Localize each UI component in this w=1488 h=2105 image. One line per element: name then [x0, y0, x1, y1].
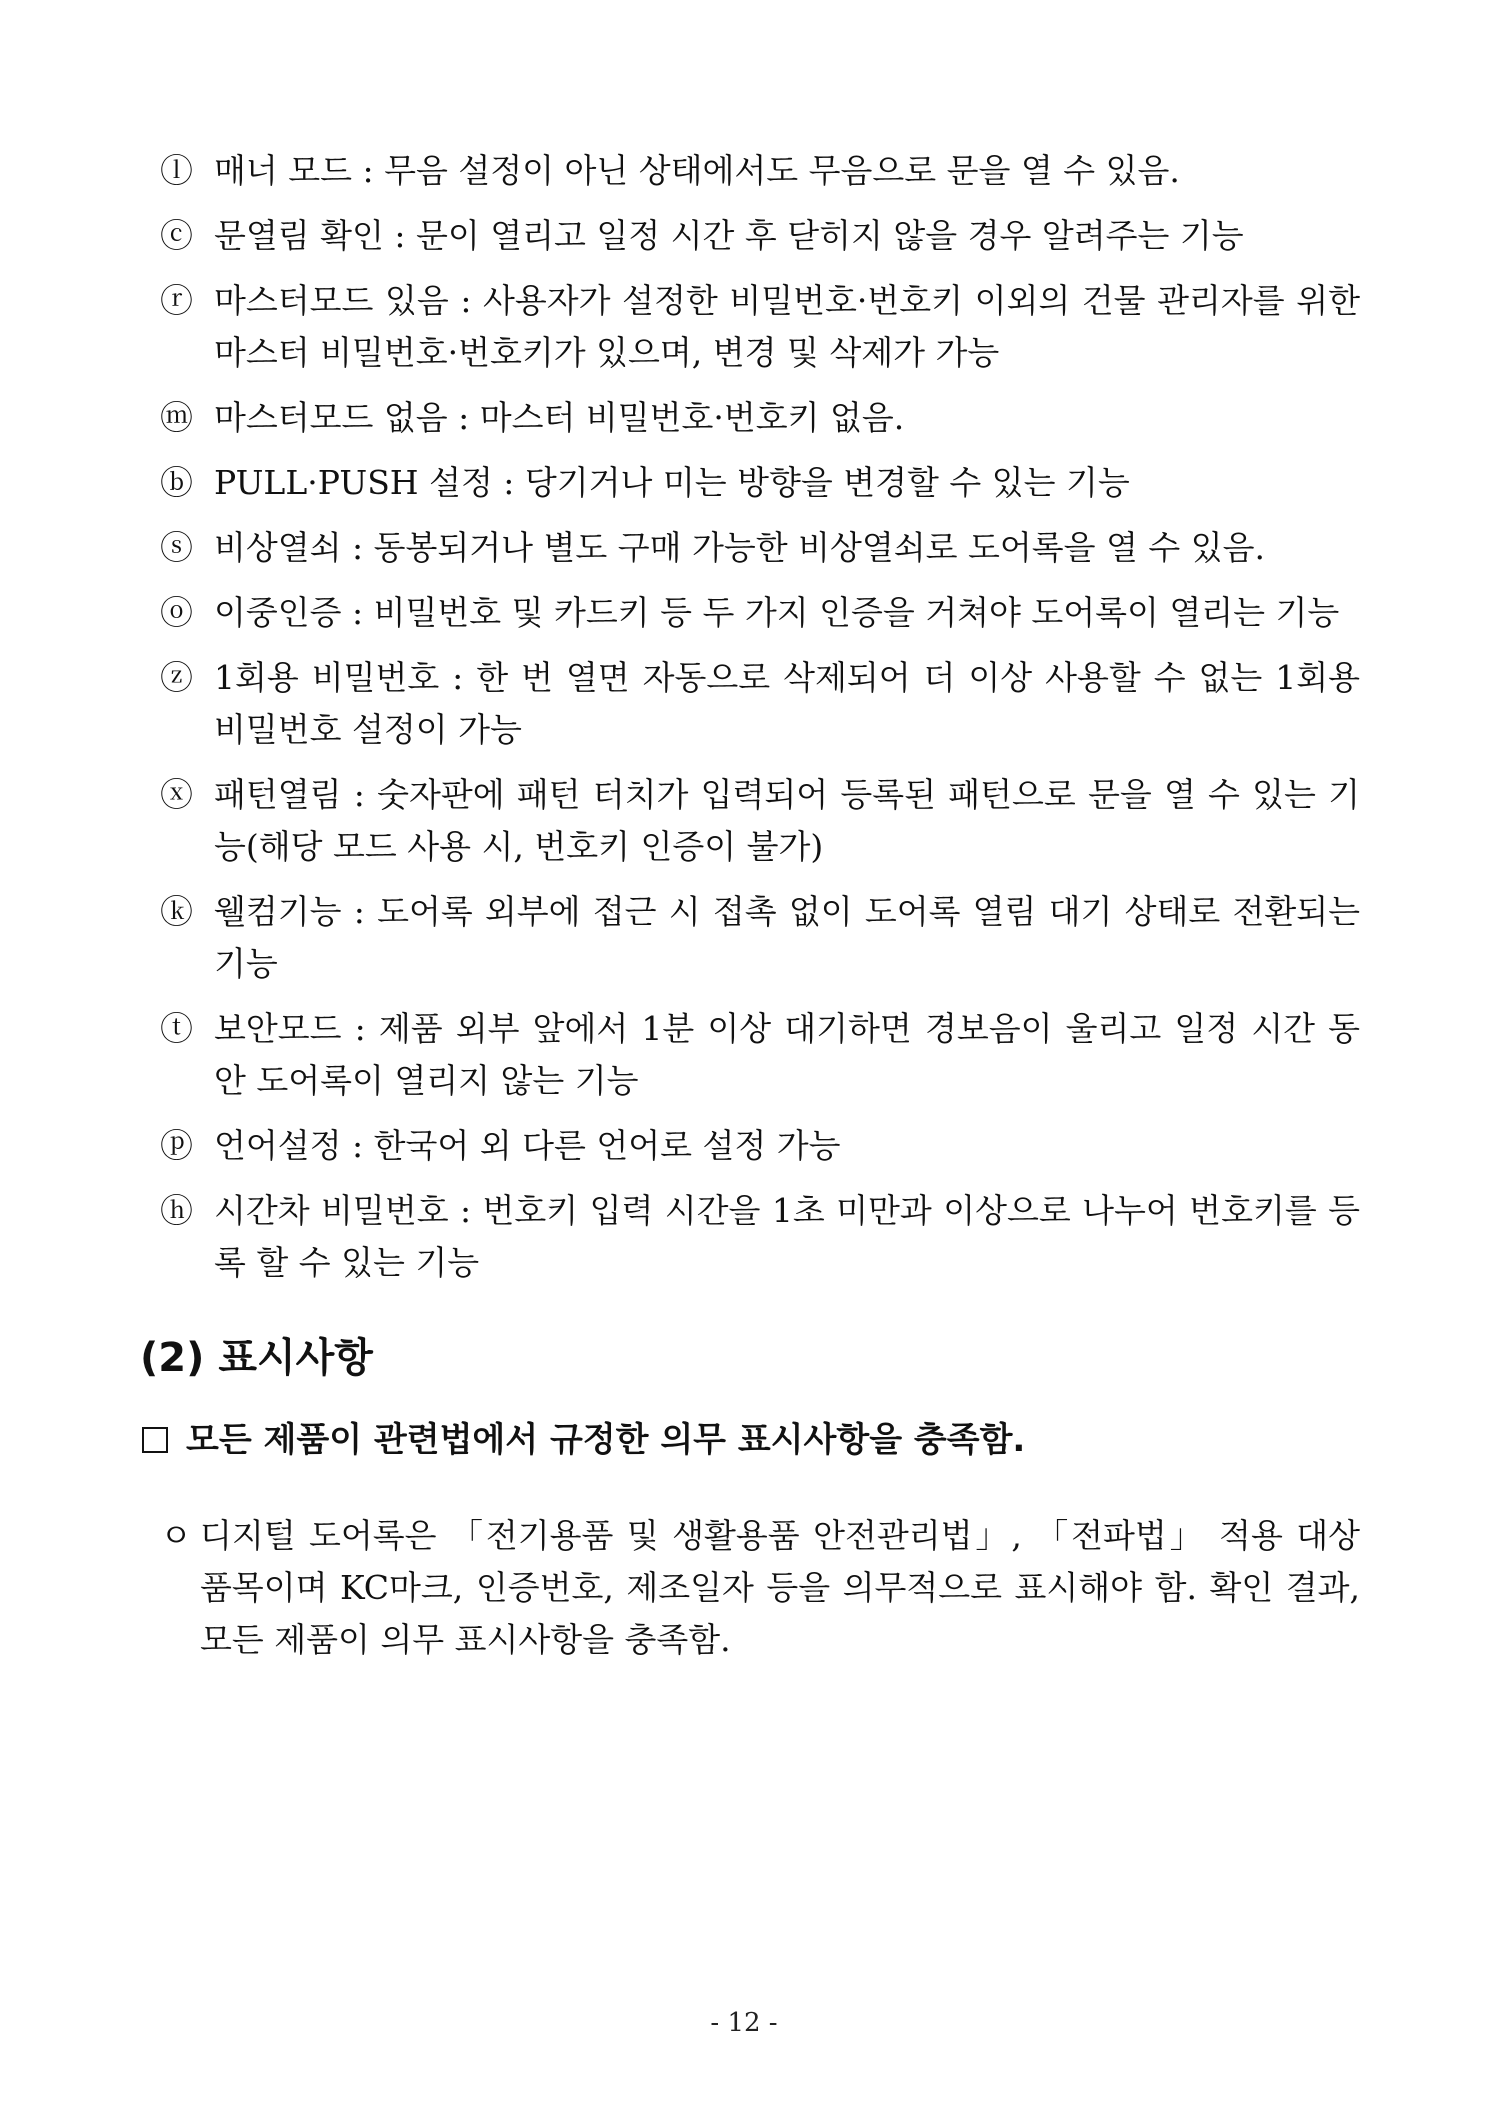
list-marker: ⓟ	[160, 1126, 193, 1165]
feature-item	[160, 769, 1360, 873]
bullet-paragraph	[160, 1510, 1360, 1666]
feature-description: 매너 모드 : 무음 설정이 아닌 상태에서도 무음으로 문을 열 수 있음.	[214, 151, 1180, 190]
feature-description: 비상열쇠 : 동봉되거나 별도 구매 가능한 비상열쇠로 도어록을 열 수 있음.	[214, 528, 1265, 567]
feature-description: 마스터모드 없음 : 마스터 비밀번호·번호키 없음.	[214, 398, 905, 437]
list-marker: ⓡ	[160, 281, 193, 320]
feature-description: 보안모드 : 제품 외부 앞에서 1분 이상 대기하면 경보음이 울리고 일정 시간 동안 도어록이 열리지 않는 기능	[214, 1009, 1360, 1100]
page-number: - 12 -	[710, 2008, 778, 2038]
list-marker: ⓗ	[160, 1191, 193, 1230]
feature-description: 마스터모드 있음 : 사용자가 설정한 비밀번호·번호키 이외의 건물 관리자를 위한 마스터 비밀번호·번호키가 있으며, 변경 및 삭제가 가능	[214, 281, 1360, 372]
feature-item	[160, 392, 1360, 444]
feature-description: PULL·PUSH 설정 : 당기거나 미는 방향을 변경할 수 있는 기능	[214, 463, 1130, 502]
checkbox-square-icon	[142, 1427, 168, 1453]
feature-description: 문열림 확인 : 문이 열리고 일정 시간 후 닫히지 않을 경우 알려주는 기능	[214, 216, 1244, 255]
feature-item	[160, 1120, 1360, 1172]
list-marker: ⓛ	[160, 151, 193, 190]
feature-description: 이중인증 : 비밀번호 및 카드키 등 두 가지 인증을 거쳐야 도어록이 열리는 기능	[214, 593, 1340, 632]
feature-description: 1회용 비밀번호 : 한 번 열면 자동으로 삭제되어 더 이상 사용할 수 없는 1회용 비밀번호 설정이 가능	[214, 658, 1360, 749]
list-marker: ⓚ	[160, 892, 193, 931]
feature-description: 웰컴기능 : 도어록 외부에 접근 시 접촉 없이 도어록 열림 대기 상태로 전환되는 기능	[214, 892, 1360, 983]
feature-description: 시간차 비밀번호 : 번호키 입력 시간을 1초 미만과 이상으로 나누어 번호키를 등록 할 수 있는 기능	[214, 1191, 1360, 1282]
feature-item	[160, 1003, 1360, 1107]
feature-item	[160, 522, 1360, 574]
feature-item	[160, 1185, 1360, 1289]
list-marker: ⓣ	[160, 1009, 193, 1048]
feature-list	[160, 145, 1360, 1302]
feature-description: 패턴열림 : 숫자판에 패턴 터치가 입력되어 등록된 패턴으로 문을 열 수 있는 기능(해당 모드 사용 시, 번호키 인증이 불가)	[214, 775, 1360, 866]
summary-text: 모든 제품이 관련법에서 규정한 의무 표시사항을 충족함.	[186, 1420, 1026, 1460]
bullet-text: 디지털 도어록은 「전기용품 및 생활용품 안전관리법」, 「전파법」 적용 대상 품목이며 KC마크, 인증번호, 제조일자 등을 의무적으로 표시해야 함. 확인 결과, 모든 제품이 의무 표시사항을 충족함.	[200, 1516, 1360, 1659]
section-heading: (2) 표시사항	[140, 1335, 373, 1381]
feature-item	[160, 275, 1360, 379]
list-marker: ⓩ	[160, 658, 193, 697]
feature-item	[160, 886, 1360, 990]
bullet-marker: ㅇ	[160, 1516, 192, 1555]
list-marker: ⓜ	[160, 398, 193, 437]
feature-item	[160, 652, 1360, 756]
feature-description: 언어설정 : 한국어 외 다른 언어로 설정 가능	[214, 1126, 841, 1165]
feature-item	[160, 457, 1360, 509]
list-marker: ⓑ	[160, 463, 193, 502]
list-marker: ⓢ	[160, 528, 193, 567]
feature-item	[160, 145, 1360, 197]
list-marker: ⓧ	[160, 775, 193, 814]
feature-item	[160, 587, 1360, 639]
feature-item	[160, 210, 1360, 262]
list-marker: ⓒ	[160, 216, 193, 255]
list-marker: ⓞ	[160, 593, 193, 632]
summary-statement	[142, 1415, 1025, 1465]
